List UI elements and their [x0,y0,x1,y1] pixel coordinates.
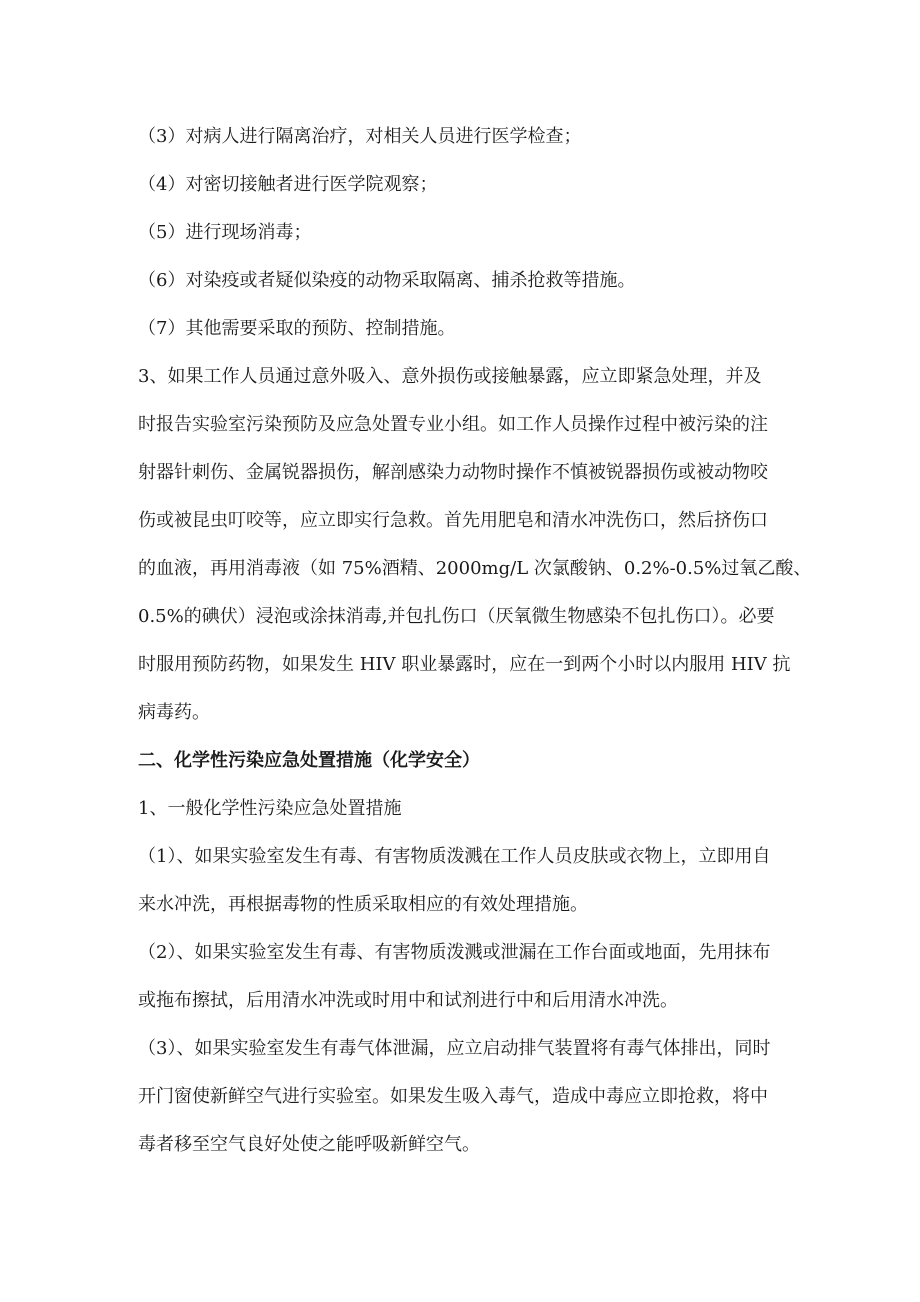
paragraph-3-line-1: 3、如果工作人员通过意外吸入、意外损伤或接触暴露，应立即紧急处理，并及 [138,366,762,387]
paragraph-3-line-7: 时服用预防药物，如果发生 HIV 职业暴露时，应在一到两个小时以内服用 HIV 抗 [138,654,791,675]
list-item-5: （5）进行现场消毒； [138,222,312,243]
section-heading: 二、化学性污染应急处置措施（化学安全） [138,750,480,771]
paragraph-3-line-3: 射器针刺伤、金属锐器损伤，解剖感染力动物时操作不慎被锐器损伤或被动物咬 [138,462,768,483]
paragraph-3-line-2: 时报告实验室污染预防及应急处置专业小组。如工作人员操作过程中被污染的注 [138,414,768,435]
paragraph-3-line-5: 的血液，再用消毒液（如 75%酒精、2000mg/L 次氯酸钠、0.2%-0.5%过氧乙酸、 [138,558,812,579]
item-2-line-1: （2）、如果实验室发生有毒、有害物质泼溅或泄漏在工作台面或地面，先用抹布 [138,942,771,963]
item-3-line-3: 毒者移至空气良好处使之能呼吸新鲜空气。 [138,1134,480,1155]
paragraph-3-line-8: 病毒药。 [138,702,210,723]
item-3-line-1: （3）、如果实验室发生有毒气体泄漏，应立启动排气装置将有毒气体排出，同时 [138,1038,771,1059]
item-1-line-2: 来水冲洗，再根据毒物的性质采取相应的有效处理措施。 [138,894,588,915]
list-item-4: （4）对密切接触者进行医学院观察； [138,174,438,195]
paragraph-3-line-4: 伤或被昆虫叮咬等，应立即实行急救。首先用肥皂和清水冲洗伤口，然后挤伤口 [138,510,768,531]
subsection-heading: 1、一般化学性污染应急处置措施 [138,798,402,819]
item-1-line-1: （1）、如果实验室发生有毒、有害物质泼溅在工作人员皮肤或衣物上，立即用自 [138,846,771,867]
item-2-line-2: 或拖布擦拭，后用清水冲洗或时用中和试剂进行中和后用清水冲洗。 [138,990,678,1011]
list-item-3: （3）对病人进行隔离治疗，对相关人员进行医学检查； [138,126,582,147]
paragraph-3-line-6: 0.5%的碘伏）浸泡或涂抹消毒,并包扎伤口（厌氧微生物感染不包扎伤口）。必要 [138,606,775,627]
item-3-line-2: 开门窗使新鲜空气进行实验室。如果发生吸入毒气，造成中毒应立即抢救，将中 [138,1086,768,1107]
list-item-6: （6）对染疫或者疑似染疫的动物采取隔离、捕杀抢救等措施。 [138,270,636,291]
list-item-7: （7）其他需要采取的预防、控制措施。 [138,318,456,339]
